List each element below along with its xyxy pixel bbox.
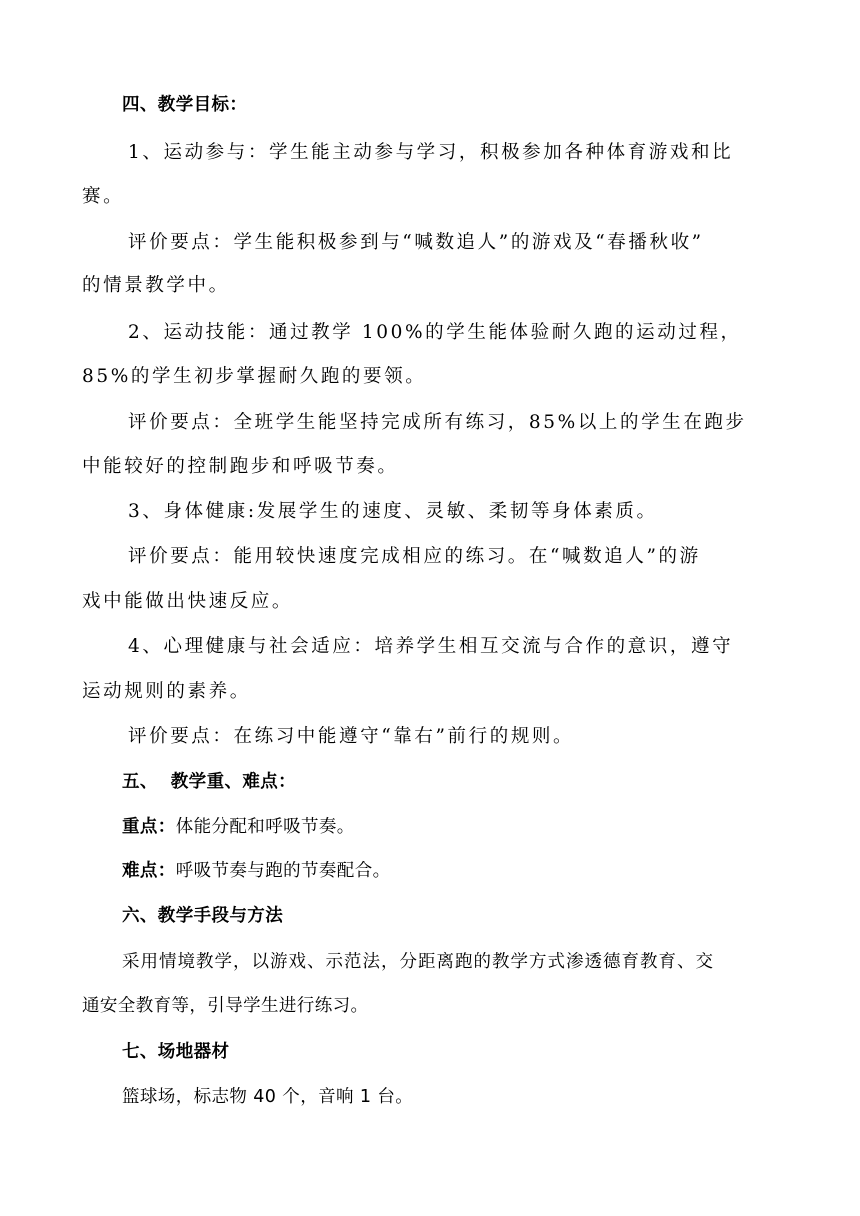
goal4-eval-line1: 评价要点：在练习中能遵守“靠右”前行的规则。 xyxy=(128,726,575,747)
goal2-line1: 2、运动技能：通过教学 100%的学生能体验耐久跑的运动过程， xyxy=(128,322,742,343)
section6-line1: 采用情境教学，以游戏、示范法，分距离跑的教学方式渗透德育教育、交 xyxy=(122,952,714,972)
goal1-line1: 1、运动参与：学生能主动参与学习，积极参加各种体育游戏和比 xyxy=(128,142,734,163)
key-point xyxy=(122,816,355,838)
goal1-eval-line2: 的情景教学中。 xyxy=(82,275,230,296)
difficulty-point-label: 难点： xyxy=(122,861,176,881)
section5-heading: 五、 教学重、难点： xyxy=(122,772,297,792)
section7-heading: 七、场地器材 xyxy=(122,1042,230,1062)
goal2-eval-line2: 中能较好的控制跑步和呼吸节奏。 xyxy=(82,456,399,477)
key-point-label: 重点： xyxy=(122,817,176,837)
difficulty-point-text: 呼吸节奏与跑的节奏配合。 xyxy=(175,861,391,881)
section4-heading: 四、教学目标： xyxy=(122,95,248,115)
key-point-text: 体能分配和呼吸节奏。 xyxy=(175,817,355,837)
goal1-eval-line1: 评价要点：学生能积极参到与“喊数追人”的游戏及“春播秋收” xyxy=(128,232,704,253)
goal4-line2: 运动规则的素养。 xyxy=(82,681,251,702)
section6-line2: 通安全教育等，引导学生进行练习。 xyxy=(82,996,369,1016)
goal4-line1: 4、心理健康与社会适应：培养学生相互交流与合作的意识，遵守 xyxy=(128,636,734,657)
goal2-line2: 85%的学生初步掌握耐久跑的要领。 xyxy=(82,366,427,387)
section7-line1: 篮球场，标志物 40 个，音响 1 台。 xyxy=(122,1087,414,1107)
difficulty-point xyxy=(122,860,391,882)
goal2-eval-line1: 评价要点：全班学生能坚持完成所有练习，85%以上的学生在跑步 xyxy=(128,412,747,433)
goal1-line2: 赛。 xyxy=(82,186,125,207)
section6-heading: 六、教学手段与方法 xyxy=(122,906,284,926)
goal3-line1: 3、身体健康:发展学生的速度、灵敏、柔韧等身体素质。 xyxy=(128,501,658,522)
goal3-eval-line1: 评价要点：能用较快速度完成相应的练习。在“喊数追人”的游 xyxy=(128,546,701,567)
goal3-eval-line2: 戏中能做出快速反应。 xyxy=(82,591,294,612)
